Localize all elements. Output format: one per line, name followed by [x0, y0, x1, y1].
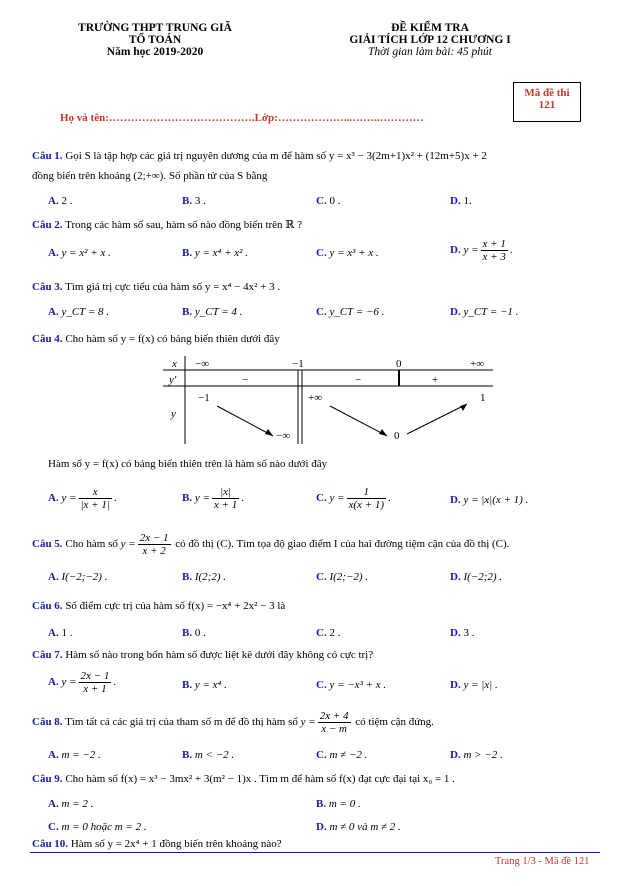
question-10: Câu 10. Hàm số y = 2x⁴ + 1 đồng biến trên khoảng nào? — [32, 838, 282, 850]
table-y-bottom-2: 0 — [394, 430, 400, 442]
question-7: Câu 7. Hàm số nào trong bốn hàm số được liệt kê dưới đây không có cực trị? — [32, 649, 374, 661]
table-x-val-1: −∞ — [195, 358, 210, 370]
q7-option-b: B. y = x⁴ . — [182, 679, 227, 691]
question-2: Câu 2. Trong các hàm số sau, hàm số nào đồng biến trên ℝ ? — [32, 219, 303, 231]
q8-option-c: C. m ≠ −2 . — [316, 749, 368, 761]
question-4: Câu 4. Cho hàm số y = f(x) có bảng biến thiên dưới đây — [32, 333, 280, 345]
school-name: TRƯỜNG THPT TRUNG GIÃ — [78, 22, 232, 34]
exam-code-box — [513, 82, 581, 122]
q7-option-c: C. y = −x³ + x . — [316, 679, 387, 691]
q6-option-a: A. 1 . — [48, 627, 73, 639]
school-header — [60, 22, 250, 58]
exam-header — [320, 22, 540, 58]
q8-option-b: B. m < −2 . — [182, 749, 235, 761]
q6-option-d: D. 3 . — [450, 627, 475, 639]
table-x-label: x — [172, 358, 177, 370]
q4-option-c: C. y = $\frac{1}{x(x + 1)}$ . — [316, 486, 391, 511]
q1-option-d: D. 1. — [450, 195, 472, 207]
department: TỔ TOÁN — [128, 34, 182, 46]
table-sign-3: + — [432, 374, 439, 386]
question-6: Câu 6. Số điểm cực trị của hàm số f(x) = −x⁴ + 2x² − 3 là — [32, 600, 286, 612]
table-x-val-4: +∞ — [470, 358, 485, 370]
question-1-line2: đồng biến trên khoảng (2;+∞). Số phần tử của S bằng — [32, 170, 268, 182]
q9-option-a: A. m = 2 . — [48, 798, 94, 810]
q5-option-c: C. I(2;−2) . — [316, 571, 369, 583]
q7-option-a: A. y = $\frac{2x - 1}{x + 1}$ . — [48, 670, 117, 695]
q3-option-d: D. y_CT = −1 . — [450, 306, 519, 318]
question-8: Câu 8. Tìm tất cả các giá trị của tham số m để đồ thị hàm số y = $\frac{2x + 4}{x - m}$ có tiệm cận đứng. — [32, 710, 434, 735]
q4-option-d: D. y = |x|(x + 1) . — [450, 494, 529, 506]
q8-option-d: D. m > −2 . — [450, 749, 503, 761]
exam-subtitle: GIẢI TÍCH LỚP 12 CHƯƠNG I — [349, 34, 511, 46]
q6-option-c: C. 2 . — [316, 627, 341, 639]
question-4-line2: Hàm số y = f(x) có bảng biến thiên trên là hàm số nào dưới đây — [48, 458, 328, 470]
q8-option-a: A. m = −2 . — [48, 749, 101, 761]
table-x-val-3: 0 — [396, 358, 402, 370]
question-3: Câu 3. Tìm giá trị cực tiểu của hàm số y = x⁴ − 4x² + 3 . — [32, 281, 281, 293]
exam-time: Thời gian làm bài: 45 phút — [367, 46, 493, 58]
q3-option-c: C. y_CT = −6 . — [316, 306, 385, 318]
table-y-top-1: −1 — [198, 392, 210, 404]
exam-code-label: Mã đề thi — [524, 87, 570, 99]
table-y-top-3: 1 — [480, 392, 486, 404]
exam-code: 121 — [538, 99, 556, 111]
q5-option-b: B. I(2;2) . — [182, 571, 226, 583]
q2-option-d: D. y = $\frac{x + 1}{x + 3}$ . — [450, 238, 513, 263]
table-yprime-label: y′ — [169, 374, 177, 386]
table-x-val-2: −1 — [292, 358, 304, 370]
school-year: Năm học 2019-2020 — [106, 46, 204, 58]
question-label: Câu 1. — [32, 150, 63, 162]
exam-title: ĐỀ KIỂM TRA — [391, 22, 469, 34]
table-y-top-2: +∞ — [308, 392, 323, 404]
q5-option-a: A. I(−2;−2) . — [48, 571, 108, 583]
question-text: Gọi S là tập hợp các giá trị nguyên dương của m để hàm số y = x³ − 3(2m+1)x² + (12m+5)x + 2 — [65, 150, 487, 162]
table-sign-1: − — [242, 374, 249, 386]
q9-option-c: C. m = 0 hoặc m = 2 . — [48, 821, 147, 833]
q9-option-d: D. m ≠ 0 và m ≠ 2 . — [316, 821, 401, 833]
q2-option-b: B. y = x⁴ + x² . — [182, 247, 248, 259]
q6-option-b: B. 0 . — [182, 627, 206, 639]
table-sign-2: − — [355, 374, 362, 386]
table-y-label: y — [171, 408, 176, 420]
q2-option-a: A. y = x² + x . — [48, 247, 111, 259]
q3-option-a: A. y_CT = 8 . — [48, 306, 110, 318]
q7-option-d: D. y = |x| . — [450, 679, 498, 691]
name-class-line: Họ và tên:………………………………….Lớp:………………...……..………… — [60, 112, 424, 124]
q4-option-a: A. y = $\frac{x}{|x + 1|}$ . — [48, 486, 117, 511]
footer-rule — [30, 852, 600, 853]
table-y-bottom-1: −∞ — [276, 430, 291, 442]
q3-option-b: B. y_CT = 4 . — [182, 306, 243, 318]
q4-option-b: B. y = $\frac{|x|}{x + 1}$ . — [182, 486, 244, 511]
question-5: Câu 5. Cho hàm số y = $\frac{2x - 1}{x + 2}$ có đồ thị (C). Tìm tọa độ giao điểm I của hai đường tiệm cận của đồ thị (C). — [32, 532, 510, 557]
q5-option-d: D. I(−2;2) . — [450, 571, 503, 583]
q2-option-c: C. y = x³ + x . — [316, 247, 379, 259]
page-footer: Trang 1/3 - Mã đề 121 — [495, 856, 590, 867]
question-9: Câu 9. Cho hàm số f(x) = x³ − 3mx² + 3(m² − 1)x . Tìm m để hàm số f(x) đạt cực đại tại x₀ = 1 . — [32, 773, 455, 785]
q1-option-b: B. 3 . — [182, 195, 206, 207]
q1-option-c: C. 0 . — [316, 195, 341, 207]
question-1 — [32, 150, 487, 162]
q1-option-a: A. 2 . — [48, 195, 73, 207]
q9-option-b: B. m = 0 . — [316, 798, 361, 810]
